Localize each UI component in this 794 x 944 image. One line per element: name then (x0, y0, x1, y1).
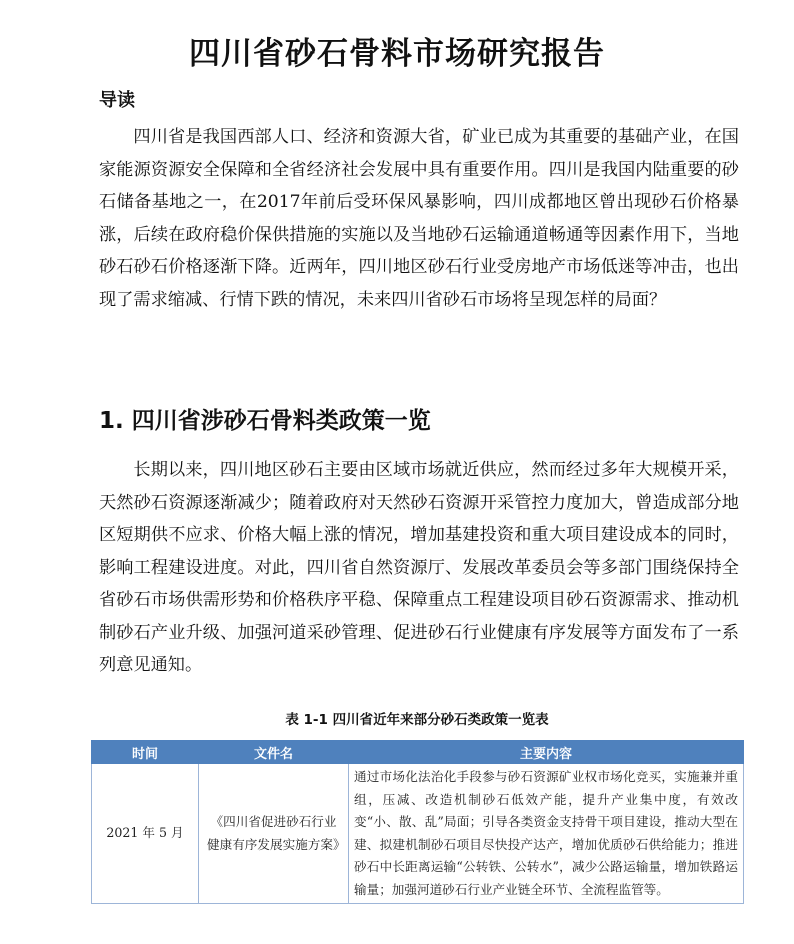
header-time: 时间 (92, 741, 199, 764)
section-paragraph: 长期以来，四川地区砂石主要由区域市场就近供应，然而经过多年大规模开采，天然砂石资源逐渐减少；随着政府对天然砂石资源开采管控力度加大，曾造成部分地区短期供不应求、价格大幅上涨的情况，增加基建投资和重大项目建设成本的同时，影响工程建设进度。对此，四川省自然资源厅、发展改革委员会等多部门围绕保持全省砂石市场供需形势和价格秩序平稳、保障重点工程建设项目砂石资源需求、推动机制砂石产业升级、加强河道采砂管理、促进砂石行业健康有序发展等方面发布了一系列意见通知。 (99, 460, 739, 675)
header-content: 主要内容 (349, 741, 744, 764)
cell-time: 2021 年 5 月 (92, 764, 199, 904)
cell-content: 通过市场化法治化手段参与砂石资源矿业权市场化竞买，实施兼并重组，压减、改造机制砂石低效产能，提升产业集中度，有效改变“小、散、乱”局面；引导各类资金支持骨干项目建设，推动大型在建、拟建机制砂石项目尽快投产达产，增加优质砂石供给能力；推进砂石中长距离运输“公转铁、公转水”，减少公路运输量，增加铁路运输量；加强河道砂石行业产业链全环节、全流程监管等。 (349, 764, 744, 904)
report-title: 四川省砂石骨料市场研究报告 (189, 36, 605, 72)
lead-paragraph: 四川省是我国西部人口、经济和资源大省，矿业已成为其重要的基础产业，在国家能源资源安全保障和全省经济社会发展中具有重要作用。四川是我国内陆重要的砂石储备基地之一，在2017年前后受环保风暴影响，四川成都地区曾出现砂石价格暴涨，后续在政府稳价保供措施的实施以及当地砂石运输通道畅通等因素作用下，当地砂石砂石价格逐渐下降。近两年，四川地区砂石行业受房地产市场低迷等冲击，也出现了需求缩减、行情下跌的情况，未来四川省砂石市场将呈现怎样的局面？ (99, 127, 739, 310)
header-document: 文件名 (199, 741, 349, 764)
table-row (92, 764, 744, 904)
lead-heading: 导读 (99, 90, 135, 111)
policy-table (91, 740, 744, 904)
cell-document: 《四川省促进砂石行业健康有序发展实施方案》 (199, 764, 349, 904)
section-heading-policies: 1. 四川省涉砂石骨料类政策一览 (99, 408, 431, 434)
table-header-row (92, 741, 744, 764)
table-caption: 表 1-1 四川省近年来部分砂石类政策一览表 (285, 712, 549, 728)
